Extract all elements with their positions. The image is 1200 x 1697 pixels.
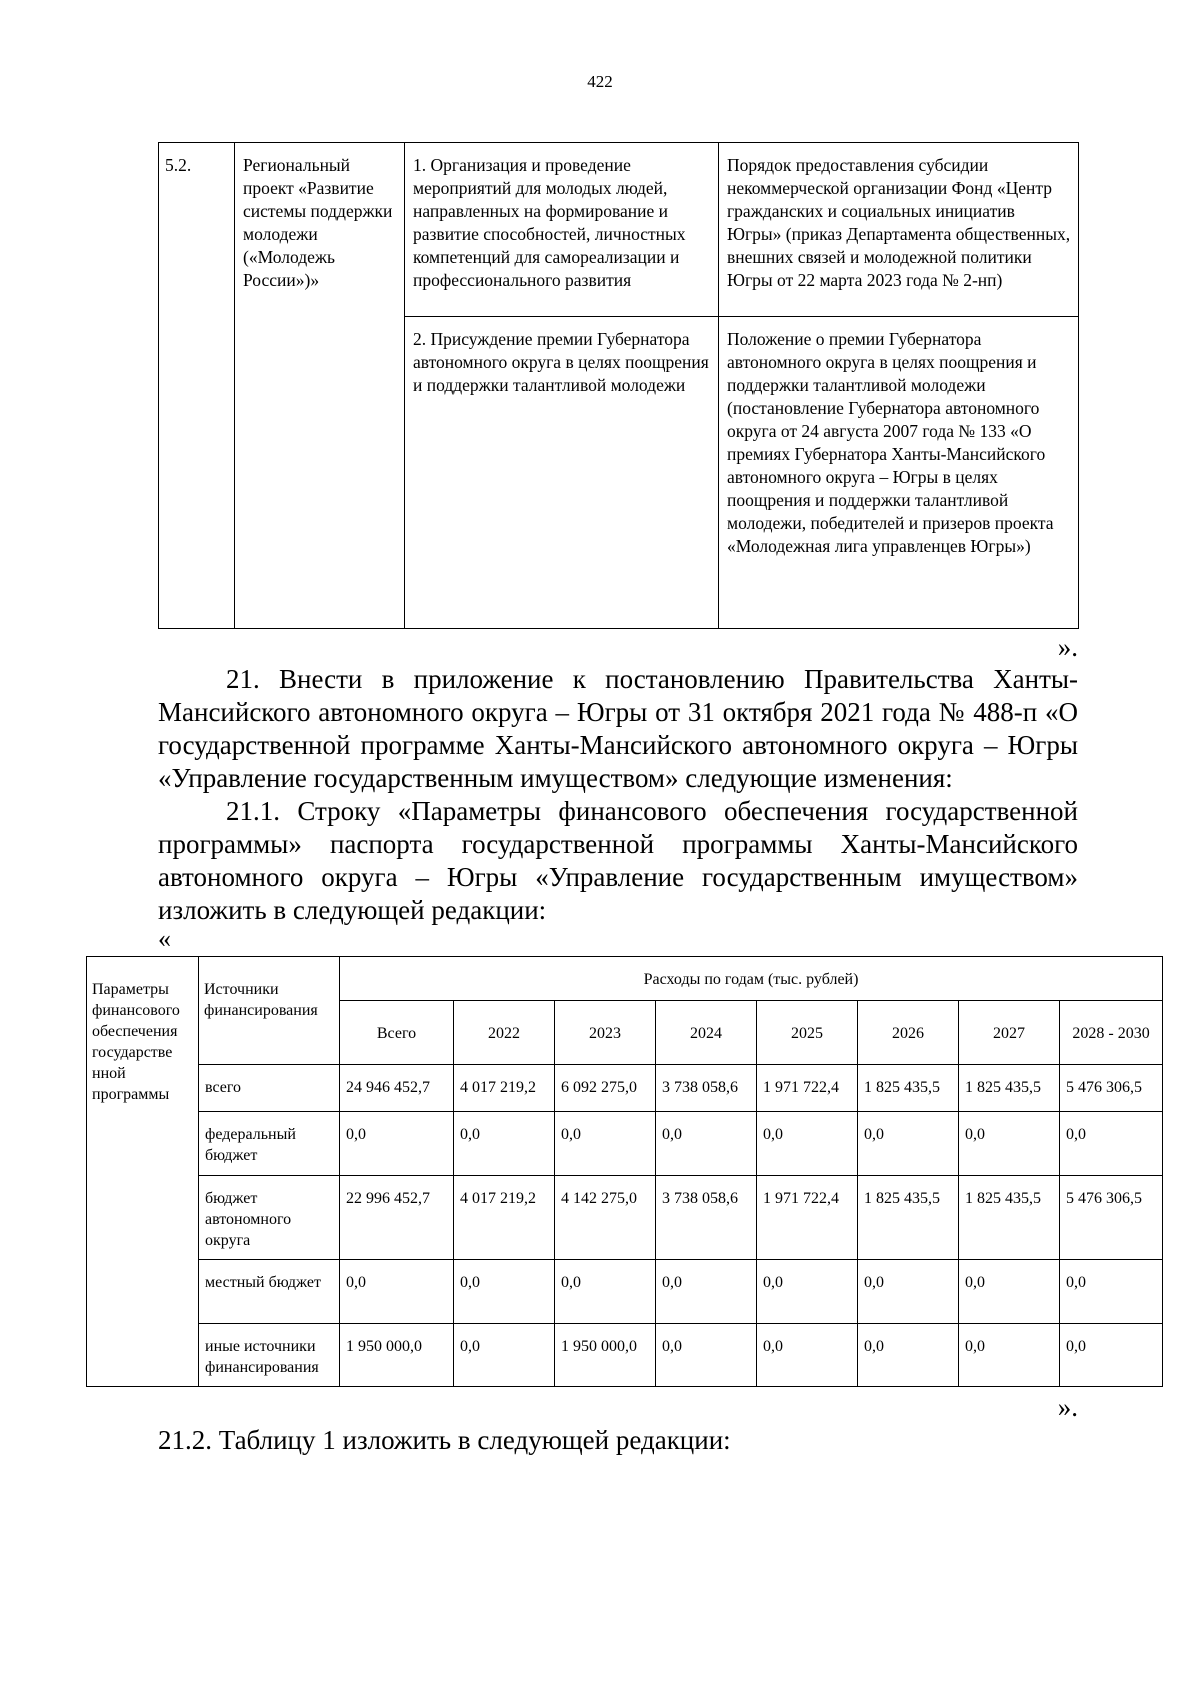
column-header: 2023: [555, 1001, 656, 1065]
closing-quote: ».: [1057, 632, 1078, 662]
value-cell: 1 950 000,0: [555, 1324, 656, 1387]
value-cell: 0,0: [959, 1260, 1060, 1324]
activity-cell: 2. Присуждение премии Губернатора автономного округа в целях поощрения и поддержки талантливой молодежи: [405, 317, 719, 629]
value-cell: 1 825 435,5: [959, 1176, 1060, 1260]
source-cell: бюджет автономного округа: [199, 1176, 340, 1260]
regional-project-table: [158, 142, 1079, 629]
value-cell: 0,0: [959, 1324, 1060, 1387]
source-cell: федеральный бюджет: [199, 1112, 340, 1176]
paragraph-21-1: 21.1. Строку «Параметры финансового обеспечения государственной программы» паспорта государственной программы Ханты-Мансийского автономного округа – Югры «Управление государственным имуществом» изложить в следующей редакции:: [158, 796, 1078, 925]
value-cell: 6 092 275,0: [555, 1065, 656, 1112]
column-header: 2025: [757, 1001, 858, 1065]
source-cell: всего: [199, 1065, 340, 1112]
table-row: [87, 1260, 1163, 1324]
value-cell: 1 825 435,5: [858, 1176, 959, 1260]
table-row: [87, 1176, 1163, 1260]
value-cell: 1 825 435,5: [858, 1065, 959, 1112]
sources-header: Источники финансирования: [199, 957, 340, 1065]
value-cell: 0,0: [454, 1260, 555, 1324]
value-cell: 0,0: [757, 1324, 858, 1387]
value-cell: 0,0: [1060, 1324, 1163, 1387]
value-cell: 0,0: [454, 1112, 555, 1176]
value-cell: 1 971 722,4: [757, 1065, 858, 1112]
value-cell: 4 017 219,2: [454, 1065, 555, 1112]
value-cell: 1 971 722,4: [757, 1176, 858, 1260]
column-header: 2028 - 2030: [1060, 1001, 1163, 1065]
column-header: Всего: [340, 1001, 454, 1065]
value-cell: 0,0: [656, 1260, 757, 1324]
value-cell: 1 950 000,0: [340, 1324, 454, 1387]
value-cell: 0,0: [656, 1112, 757, 1176]
value-cell: 5 476 306,5: [1060, 1176, 1163, 1260]
column-header: 2027: [959, 1001, 1060, 1065]
value-cell: 4 017 219,2: [454, 1176, 555, 1260]
value-cell: 4 142 275,0: [555, 1176, 656, 1260]
expenses-header: Расходы по годам (тыс. рублей): [340, 957, 1163, 1001]
row-number-cell: 5.2.: [159, 143, 235, 629]
value-cell: 0,0: [454, 1324, 555, 1387]
value-cell: 0,0: [858, 1324, 959, 1387]
page-number: 422: [587, 72, 613, 91]
column-header: 2022: [454, 1001, 555, 1065]
source-cell: иные источники финансирования: [199, 1324, 340, 1387]
value-cell: 0,0: [858, 1260, 959, 1324]
value-cell: 3 738 058,6: [656, 1176, 757, 1260]
document-cell: Порядок предоставления субсидии некоммерческой организации Фонд «Центр гражданских и социальных инициатив Югры» (приказ Департамента общественных, внешних связей и молодежной политики Югры от 22 марта 2023 года № 2-нп): [719, 143, 1079, 317]
table-row: [87, 1112, 1163, 1176]
paragraph-21: 21. Внести в приложение к постановлению Правительства Ханты-Мансийского автономного округа – Югры от 31 октября 2021 года № 488-п «О государственной программе Ханты-Мансийского автономного округа – Югры «Управление государственным имуществом» следующие изменения:: [158, 664, 1078, 793]
column-header: 2026: [858, 1001, 959, 1065]
source-cell: местный бюджет: [199, 1260, 340, 1324]
value-cell: 0,0: [340, 1112, 454, 1176]
table-header-row: [87, 957, 1163, 1001]
closing-quote: ».: [1057, 1392, 1078, 1422]
document-cell: Положение о премии Губернатора автономного округа в целях поощрения и поддержки талантливой молодежи (постановление Губернатора автономного округа от 24 августа 2007 года № 133 «О премиях Губернатора Ханты-Мансийского автономного округа – Югры в целях поощрения и поддержки талантливой молодежи, победителей и призеров проекта «Молодежная лига управленцев Югры»): [719, 317, 1079, 629]
value-cell: 0,0: [340, 1260, 454, 1324]
value-cell: 3 738 058,6: [656, 1065, 757, 1112]
activity-cell: 1. Организация и проведение мероприятий для молодых людей, направленных на формирование и развитие способностей, личностных компетенций для самореализации и профессионального развития: [405, 143, 719, 317]
value-cell: 1 825 435,5: [959, 1065, 1060, 1112]
value-cell: 0,0: [1060, 1260, 1163, 1324]
opening-quote: «: [158, 924, 171, 953]
value-cell: 0,0: [555, 1112, 656, 1176]
value-cell: 0,0: [757, 1260, 858, 1324]
column-header: 2024: [656, 1001, 757, 1065]
value-cell: 0,0: [757, 1112, 858, 1176]
value-cell: 24 946 452,7: [340, 1065, 454, 1112]
value-cell: 0,0: [1060, 1112, 1163, 1176]
value-cell: 22 996 452,7: [340, 1176, 454, 1260]
table-row: [159, 143, 1079, 317]
paragraph-21-2: 21.2. Таблицу 1 изложить в следующей редакции:: [158, 1425, 731, 1455]
value-cell: 0,0: [959, 1112, 1060, 1176]
value-cell: 0,0: [555, 1260, 656, 1324]
program-parameters-label: Параметры финансового обеспечения государстве нной программы: [87, 957, 199, 1387]
project-name-cell: Региональный проект «Развитие системы поддержки молодежи («Молодежь России»)»: [235, 143, 405, 629]
value-cell: 0,0: [656, 1324, 757, 1387]
value-cell: 5 476 306,5: [1060, 1065, 1163, 1112]
financing-table: [86, 956, 1163, 1387]
table-row: [87, 1324, 1163, 1387]
value-cell: 0,0: [858, 1112, 959, 1176]
table-row: [87, 1065, 1163, 1112]
